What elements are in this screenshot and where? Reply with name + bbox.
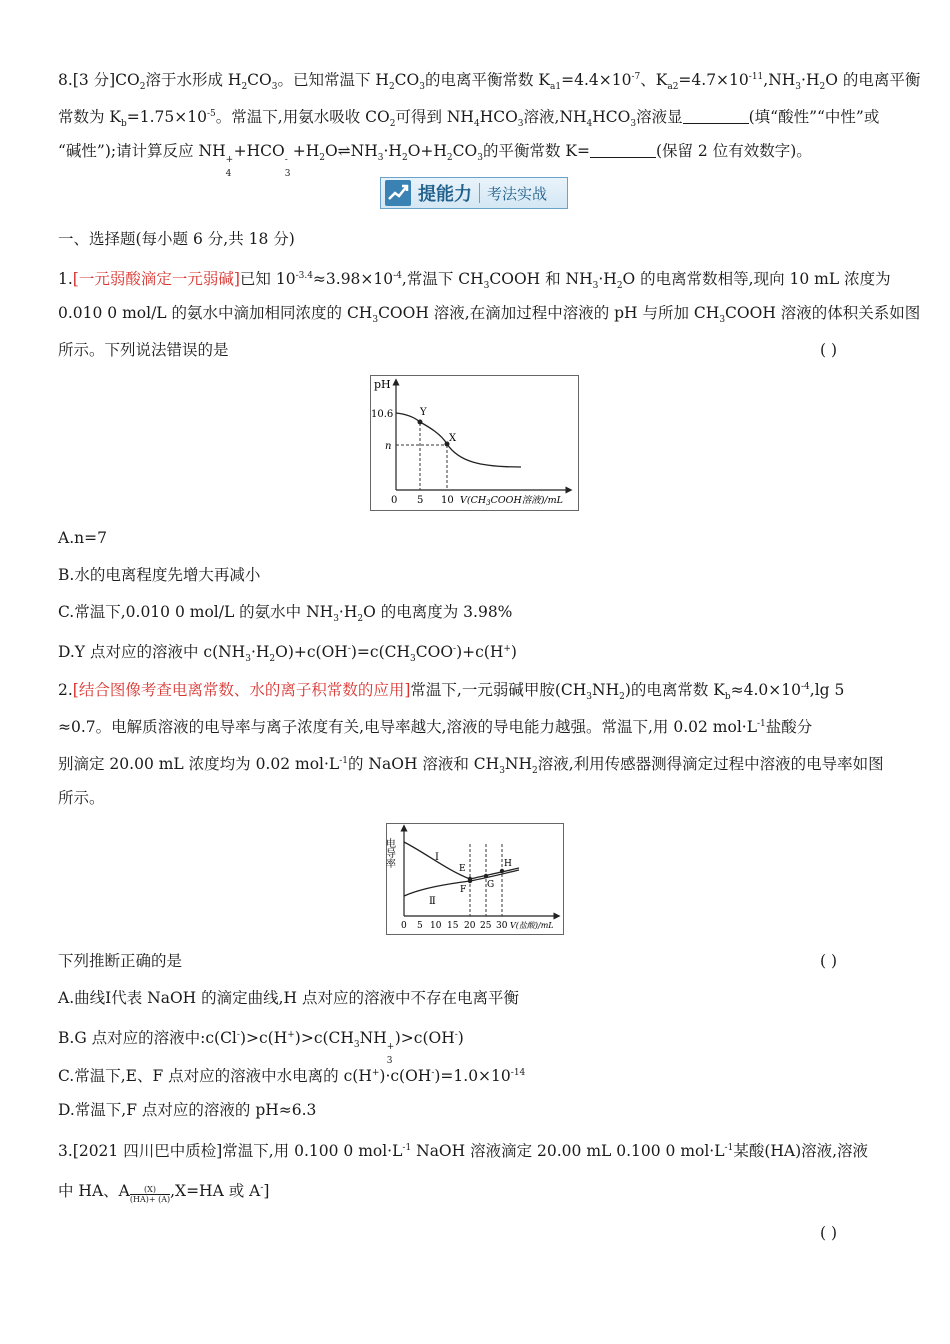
x-axis-label: V(盐酸)/mL: [510, 921, 554, 930]
q2-option-c[interactable]: C.常温下,E、F 点对应的溶液中水电离的 $c(H^+)\cdot c(OH^-)=1.0\times 10^{-14}$: [58, 1067, 526, 1085]
q1-line-3: 所示。下列说法错误的是 ( ): [58, 341, 837, 359]
point-g: [484, 874, 488, 878]
x-tick-5: 5: [417, 495, 424, 506]
q1-option-d[interactable]: D.Y 点对应的溶液中 $c(NH_3\cdot H_2O)+c(OH^-)=c(CH_3COO^-)+c(H^+)$: [58, 643, 517, 664]
point-h: [500, 869, 504, 873]
curve-label-ii: Ⅱ: [429, 896, 436, 907]
x-tick-20: 20: [464, 921, 476, 931]
label-y: Y: [420, 407, 427, 418]
y-tick-10-6: 10.6: [371, 409, 394, 420]
ph-curve: [396, 413, 521, 467]
label-f: F: [460, 885, 467, 895]
banner-title: 提能力: [418, 184, 472, 205]
q1-option-b[interactable]: B.水的电离程度先增大再减小: [58, 566, 261, 584]
q2-option-a[interactable]: A.曲线Ⅰ代表 NaOH 的滴定曲线,H 点对应的溶液中不存在电离平衡: [58, 989, 519, 1007]
q2-option-b[interactable]: B.G 点对应的溶液中$:c(Cl^-)>c(H^+)>c(CH_3NH$ + 3 )>c(OH-): [58, 1029, 464, 1066]
y-axis-label: 电导率: [383, 838, 395, 868]
y-tick-n: n: [385, 441, 392, 452]
q1-answer-paren[interactable]: ( ): [819, 341, 837, 359]
q2-line-2: ≈0.7。电解质溶液的电导率与离子浓度有关,电导率越大,溶液的导电能力越强。常温下,用 0.02 $mol\cdot L^{-1}$盐酸分: [58, 718, 813, 736]
q1-line-1: 1.[一元弱酸滴定一元弱碱]已知 $10^{-3.4}\approx 3.98\times 10^{-4}$,常温下 $CH_3COOH$ 和 $NH_3\cdot H_2O$ 的电离常数相等,现向 10 mL 浓度为: [58, 270, 891, 291]
point-f: [468, 879, 472, 883]
answer-blank-2[interactable]: [590, 142, 656, 158]
q1-option-a[interactable]: A.n=7: [58, 529, 107, 547]
q1-line-2: 0.010 0 mol/L 的氨水中滴加相同浓度的 $CH_3COOH$ 溶液,在滴加过程中溶液的 pH 与所加 $CH_3COOH$ 溶液的体积关系如图: [58, 304, 921, 325]
q3-line-2: 中 HA、A $\frac{(X)}{(HA)+ (A)}$ ,X=HA 或 A-]: [58, 1182, 270, 1204]
q2-stem: 下列推断正确的是 ( ): [58, 952, 837, 970]
section-heading: 一、选择题(每小题 6 分,共 18 分): [58, 230, 295, 248]
q2-line-4: 所示。: [58, 789, 105, 807]
label-g: G: [487, 880, 495, 890]
x-tick-30: 30: [496, 921, 508, 931]
x-axis-label: $V(CH_3COOH$溶液)/mL: [460, 495, 563, 507]
x-tick-25: 25: [480, 921, 492, 931]
label-x: X: [449, 433, 457, 444]
x-tick-15: 15: [447, 921, 459, 931]
q8-line-1: 8.[3 分]$CO_2$溶于水形成 $H_2CO_3$。已知常温下 $H_2CO_3$的电离平衡常数 $K_{a1}=4.4\times 10^{-7}$、$K_{a2}=4.7\times 10^{-11},NH_3\cdot H_2O$ 的电离平衡: [58, 71, 921, 92]
delta-fraction: $\frac{(X)}{(HA)+ (A)}$: [129, 1185, 171, 1204]
banner-divider: [479, 183, 480, 203]
x-tick-0: 0: [391, 495, 398, 506]
label-h: H: [504, 859, 512, 869]
q2-line-1: 2.[结合图像考查电离常数、水的离子积常数的应用]常温下,一元弱碱甲胺$(CH_3NH_2)$的电离常数 $K_b\approx 4.0\times 10^{-4},\lg$ 5: [58, 681, 845, 702]
label-e: E: [459, 864, 466, 874]
chart-trend-icon: [384, 179, 412, 207]
answer-blank-1[interactable]: [683, 108, 749, 124]
x-tick-10: 10: [430, 921, 442, 931]
q3-line-1: 3.[2021 四川巴中质检]常温下,用 0.100 0 $mol\cdot L^{-1}$ NaOH 溶液滴定 20.00 mL 0.100 0 $mol\cdot L^{-1}$某酸(HA)溶液,溶液: [58, 1142, 869, 1160]
q1-tag: [一元弱酸滴定一元弱碱]: [72, 270, 240, 288]
q2-line-3: 别滴定 20.00 mL 浓度均为 0.02 $mol\cdot L^{-1}$的 NaOH 溶液和 $CH_3NH_2$溶液,利用传感器测得滴定过程中溶液的电导率如图: [58, 755, 884, 776]
y-axis-label: pH: [374, 378, 391, 391]
section-banner: [380, 177, 568, 209]
q1-option-c[interactable]: C.常温下,0.010 0 mol/L 的氨水中 $NH_3\cdot H_2O$ 的电离度为 3.98%: [58, 603, 513, 624]
x-tick-0: 0: [401, 921, 407, 931]
equilibrium-arrow: ⇌: [337, 142, 351, 160]
q1-ph-chart: [370, 375, 579, 511]
q3-answer-paren[interactable]: ( ): [819, 1224, 837, 1242]
q2-answer-paren[interactable]: ( ): [819, 952, 837, 970]
x-tick-5: 5: [417, 921, 423, 931]
q8-line-3: “碱性”);请计算反应 NH + 4 +HCO - 3 $+H_2O\rightleftharpoons NH_3\cdot H_2O+H_2CO_3$的平衡常数 K= (保留 2 位有效数字)。: [58, 142, 812, 179]
q8-line-2: 常数为 $K_b=1.75\times 10^{-5}$。常温下,用氨水吸收 $CO_2$可得到 $NH_4HCO_3$溶液$,NH_4HCO_3$溶液显 (填“酸性”“中性”或: [58, 108, 880, 129]
q2-conductivity-chart: [383, 823, 564, 935]
point-y: [418, 420, 423, 425]
banner-subtitle: 考法实战: [487, 184, 548, 203]
q2-tag: [结合图像考查电离常数、水的离子积常数的应用]: [72, 681, 411, 699]
x-tick-10: 10: [441, 495, 454, 506]
curve-label-i: Ⅰ: [435, 852, 439, 863]
q2-option-d[interactable]: D.常温下,F 点对应的溶液的 pH≈6.3: [58, 1101, 317, 1119]
